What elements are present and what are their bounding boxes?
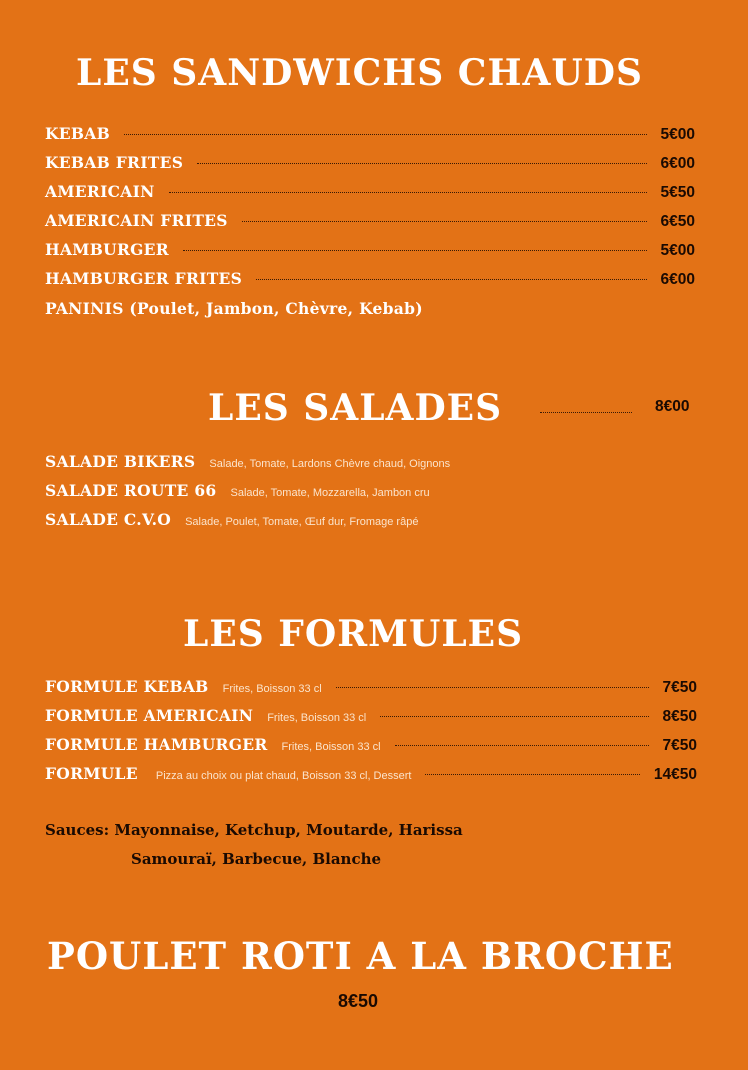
menu-item bbox=[45, 452, 450, 474]
item-name: PANINIS (Poulet, Jambon, Chèvre, Kebab) bbox=[45, 299, 423, 318]
salades-price: 8€00 bbox=[655, 398, 690, 415]
item-description: Frites, Boisson 33 cl bbox=[222, 683, 322, 695]
menu-item bbox=[45, 240, 695, 262]
dot-leader bbox=[256, 279, 646, 280]
item-description: Salade, Tomate, Lardons Chèvre chaud, Oignons bbox=[209, 458, 451, 470]
dot-leader bbox=[395, 745, 649, 746]
dot-leader bbox=[169, 192, 647, 193]
item-price: 6€50 bbox=[660, 213, 695, 230]
item-name: AMERICAIN bbox=[45, 182, 155, 201]
item-name: FORMULE HAMBURGER bbox=[45, 735, 268, 754]
item-name: HAMBURGER bbox=[45, 240, 169, 259]
dot-leader bbox=[540, 412, 632, 413]
menu-item bbox=[45, 764, 697, 786]
menu-item bbox=[45, 153, 695, 175]
menu-item bbox=[45, 481, 430, 503]
dot-leader bbox=[183, 250, 647, 251]
item-name: SALADE BIKERS bbox=[45, 452, 196, 471]
sauces-line-2: Samouraï, Barbecue, Blanche bbox=[131, 850, 382, 868]
section-title-sandwichs: LES SANDWICHS CHAUDS bbox=[76, 52, 644, 94]
menu-item bbox=[45, 211, 695, 233]
poulet-price: 8€50 bbox=[338, 991, 379, 1011]
item-price: 14€50 bbox=[653, 766, 697, 783]
menu-item bbox=[45, 510, 418, 532]
menu-item bbox=[45, 182, 695, 204]
menu-item bbox=[45, 124, 695, 146]
item-name: FORMULE bbox=[45, 764, 138, 783]
menu-item bbox=[45, 706, 697, 728]
item-price: 5€00 bbox=[660, 242, 695, 259]
item-description: Salade, Poulet, Tomate, Œuf dur, Fromage râpé bbox=[185, 516, 419, 528]
item-description: Pizza au choix ou plat chaud, Boisson 33 cl, Dessert bbox=[155, 770, 412, 782]
item-price: 7€50 bbox=[662, 737, 697, 754]
dot-leader bbox=[124, 134, 647, 135]
item-description: Frites, Boisson 33 cl bbox=[267, 712, 367, 724]
item-name: AMERICAIN FRITES bbox=[45, 211, 228, 230]
item-name: FORMULE KEBAB bbox=[45, 677, 209, 696]
dot-leader bbox=[336, 687, 649, 688]
dot-leader bbox=[197, 163, 646, 164]
menu-item bbox=[45, 269, 695, 291]
item-price: 6€00 bbox=[660, 155, 695, 172]
dot-leader bbox=[380, 716, 648, 717]
section-title-poulet: POULET ROTI A LA BROCHE bbox=[47, 934, 674, 978]
item-description: Salade, Tomate, Mozzarella, Jambon cru bbox=[230, 487, 430, 499]
item-price: 8€50 bbox=[662, 708, 697, 725]
menu-item bbox=[45, 677, 697, 699]
dot-leader bbox=[242, 221, 647, 222]
menu-item bbox=[45, 735, 697, 757]
section-title-formules: LES FORMULES bbox=[183, 613, 524, 655]
menu-item bbox=[45, 299, 423, 321]
item-price: 5€00 bbox=[660, 126, 695, 143]
sauces-line-1: Sauces: Mayonnaise, Ketchup, Moutarde, Harissa bbox=[45, 821, 463, 839]
item-name: SALADE C.V.O bbox=[45, 510, 172, 529]
item-price: 6€00 bbox=[660, 271, 695, 288]
section-title-salades: LES SALADES bbox=[208, 387, 503, 429]
item-price: 5€50 bbox=[660, 184, 695, 201]
item-description: Frites, Boisson 33 cl bbox=[281, 741, 381, 753]
item-name: SALADE ROUTE 66 bbox=[45, 481, 217, 500]
item-price: 7€50 bbox=[662, 679, 697, 696]
item-name: KEBAB FRITES bbox=[45, 153, 184, 172]
item-name: FORMULE AMERICAIN bbox=[45, 706, 254, 725]
dot-leader bbox=[425, 774, 639, 775]
item-name: KEBAB bbox=[45, 124, 111, 143]
item-name: HAMBURGER FRITES bbox=[45, 269, 243, 288]
